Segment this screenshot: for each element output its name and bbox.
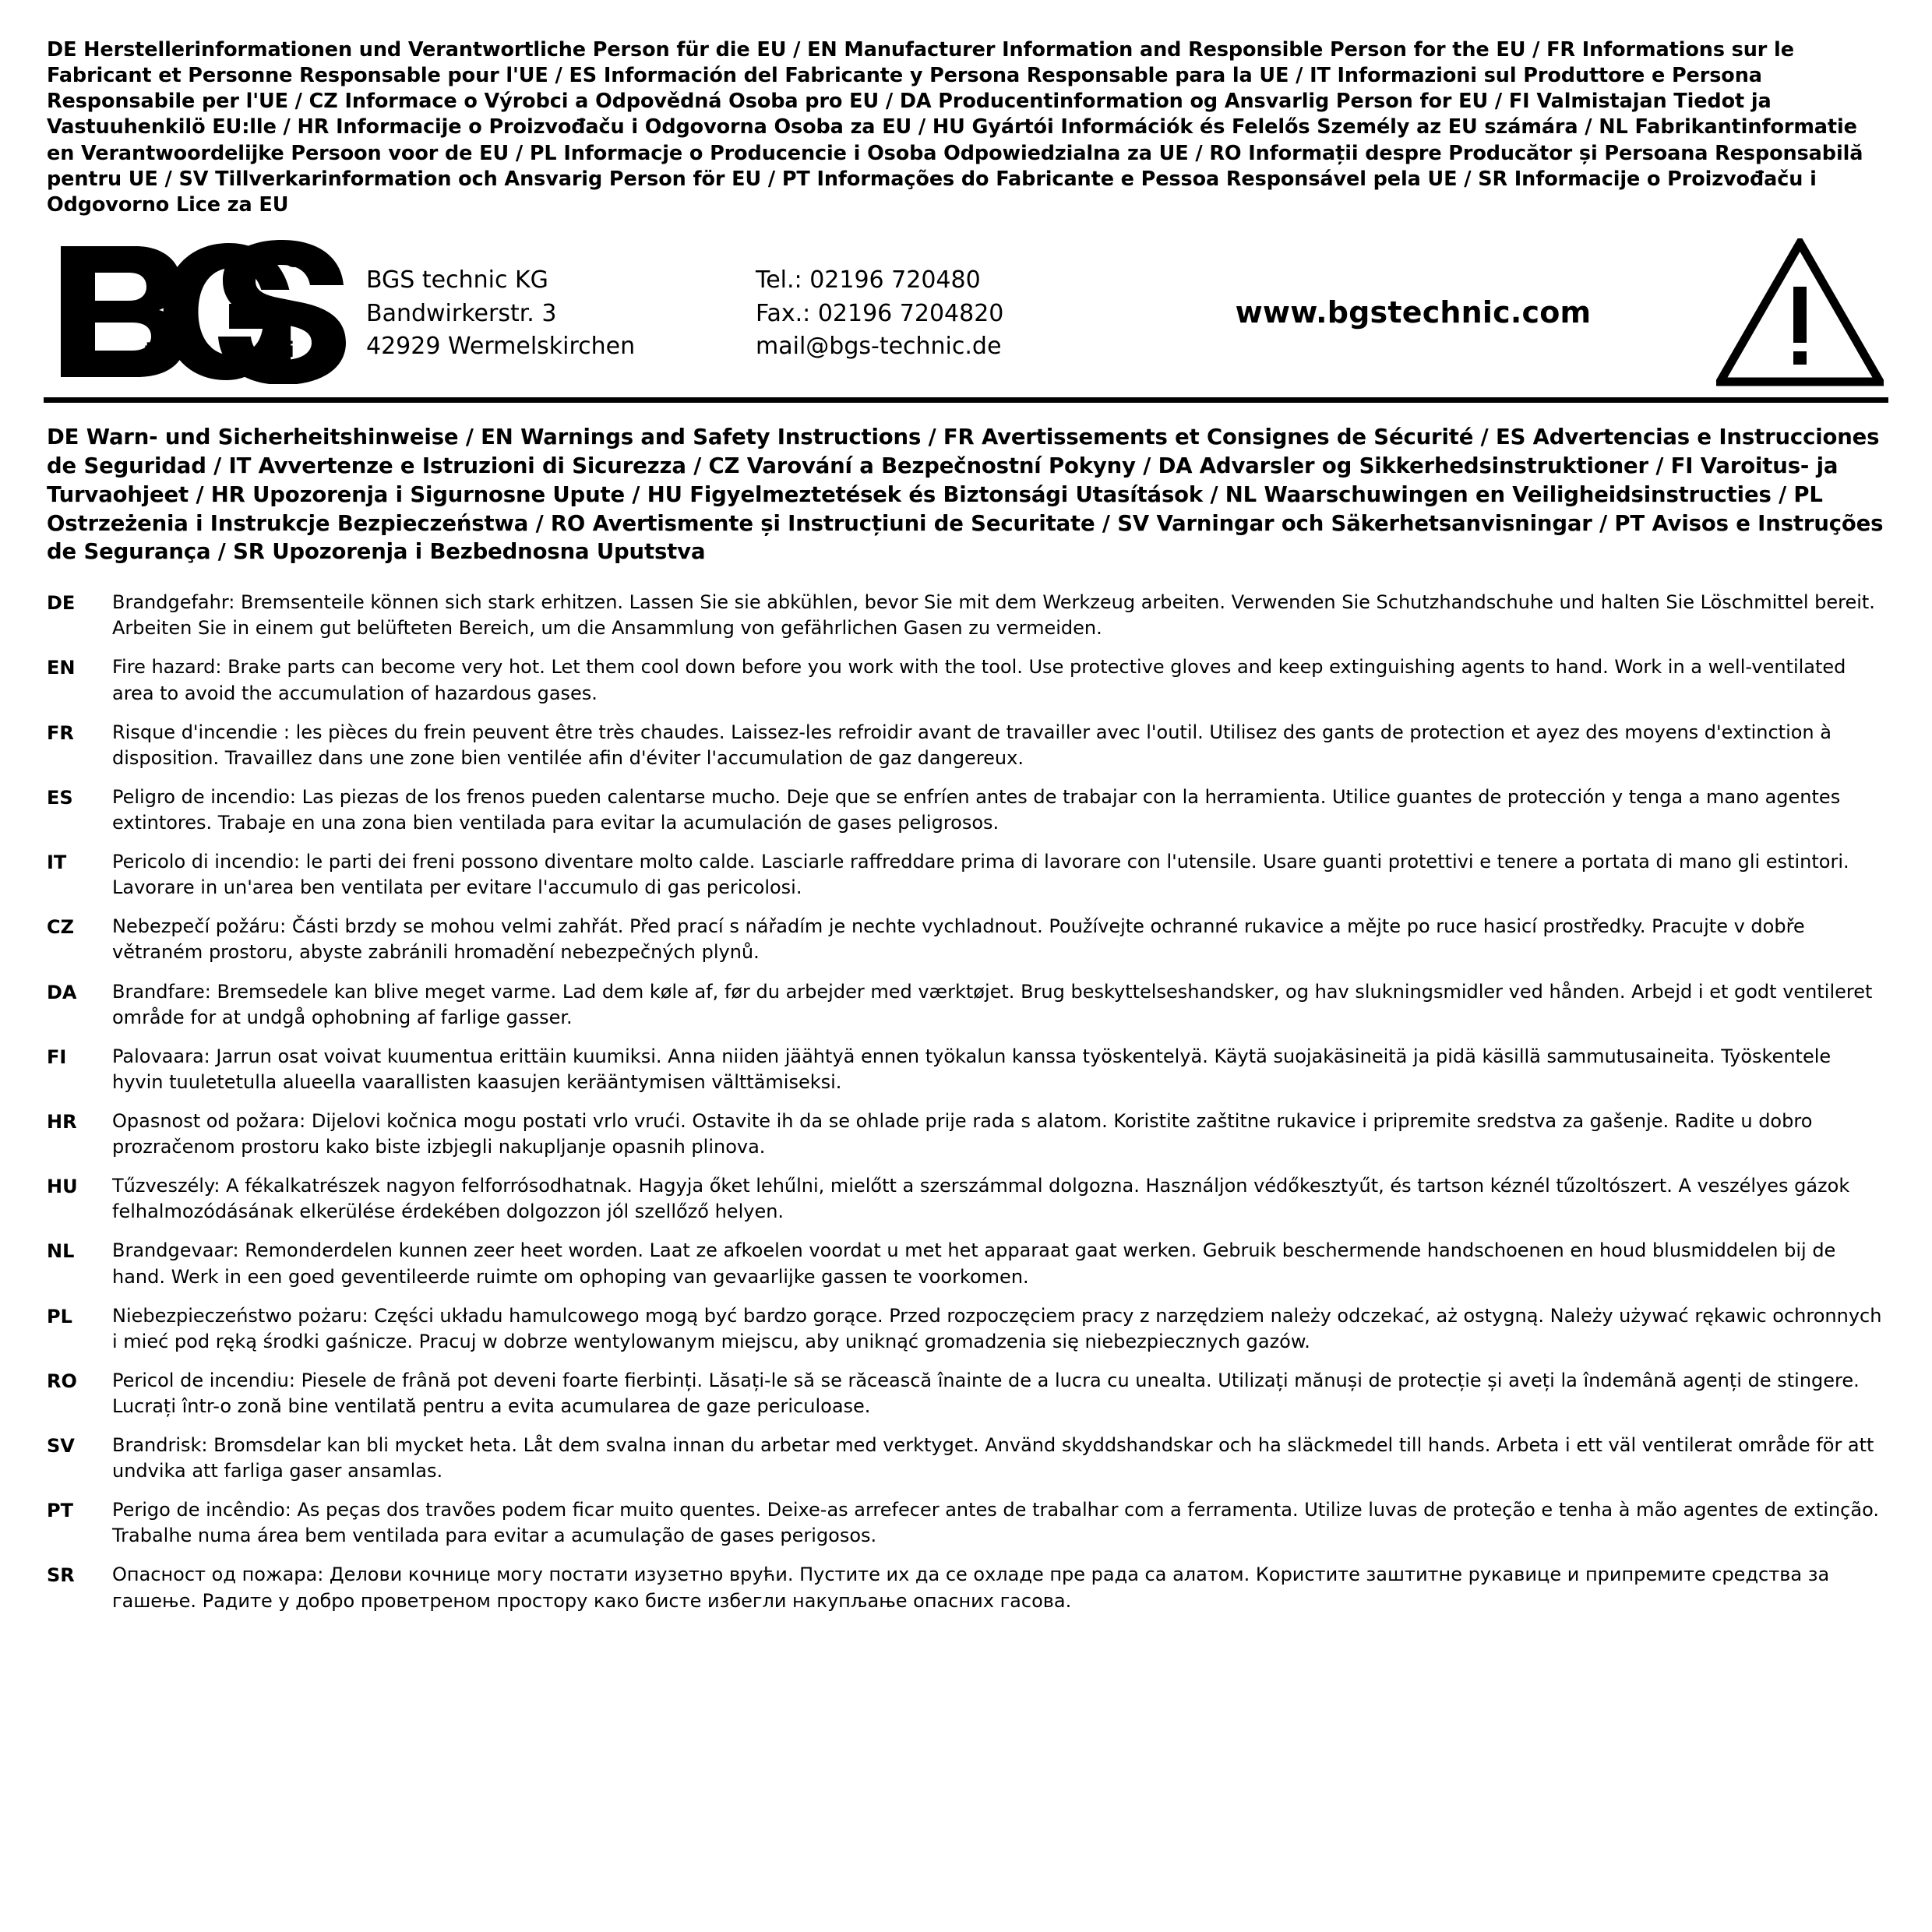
- language-code: PL: [47, 1305, 72, 1327]
- language-text: Niebezpieczeństwo pożaru: Części układu hamulcowego mogą być bardzo gorące. Przed rozpoczęciem pracy z narzędziem należy odczekać, aż ostygną. Należy używać rękawic ochronnych i mieć pod ręką środki gaśnicze. Pracuj w dobrze wentylowanym miejscu, aby uniknąć gromadzenia się niebezpiecznych gazów.: [112, 1304, 1882, 1352]
- language-text: Опасност од пожара: Делови кочнице могу постати изузетно врући. Пустите их да се охладе пре рада са алатом. Користите заштитне рукавице и припремите средства за гашење. Радите у добро проветреном простору како бисте избегли накупљање опасних гасова.: [112, 1564, 1830, 1612]
- registered-trademark-symbol: ®: [280, 243, 307, 275]
- language-text: Pericolo di incendio: le parti dei freni possono diventare molto calde. Lasciarle raffreddare prima di lavorare con l'utensile. Usare guanti protettivi e tenere a portata di mano gli estintori. Lavorare in un'area ben ventilata per evitare l'accumulo di gas pericolosi.: [112, 851, 1849, 899]
- language-text: Risque d'incendie : les pièces du frein peuvent être très chaudes. Laissez-les refroidir avant de travailler avec l'outil. Utilisez des gants de protection et ayez des moyens d'extinction à disposition. Travaillez dans une zone bien ventilée afin d'éviter l'accumulation de gaz dangereux.: [112, 721, 1832, 769]
- language-text: Pericol de incendiu: Piesele de frână pot deveni foarte fierbinți. Lăsați-le să se răcească înainte de a lucra cu unealta. Utilizați mănuși de protecție și aveți la îndemână agenți de stingere. Lucrați într-o zonă bine ventilată pentru a evita acumularea de gaze periculoase.: [112, 1369, 1860, 1417]
- bgs-logo-subtext: t e c h n i c: [145, 338, 326, 363]
- company-city: 42929 Wermelskirchen: [366, 333, 636, 361]
- language-code: DE: [47, 592, 76, 615]
- language-text: Peligro de incendio: Las piezas de los frenos pueden calentarse mucho. Deje que se enfríen antes de trabajar con la herramienta. Utilice guantes de protección y tenga a mano agentes extintores. Trabaje en una zona bien ventilada para evitar la acumulación de gases peligrosos.: [112, 785, 1841, 834]
- list-item: [47, 720, 1884, 771]
- company-address: [366, 261, 756, 364]
- language-code: CZ: [47, 916, 75, 939]
- list-item: [47, 1497, 1884, 1549]
- language-code: FR: [47, 721, 74, 744]
- list-item: [47, 654, 1884, 706]
- warning-triangle-glyph: [1716, 238, 1884, 386]
- language-text: Palovaara: Jarrun osat voivat kuumentua erittäin kuumiksi. Anna niiden jäähtyä ennen työkalun kanssa työskentelyä. Käytä suojakäsineitä ja pidä käsillä sammutusaineita. Työskentele hyvin tuuletetulla alueella vaarallisten kaasujen kerääntymisen välttämiseksi.: [112, 1045, 1832, 1093]
- list-item: [47, 1109, 1884, 1160]
- warnings-safety-heading: DE Warn- und Sicherheitshinweise / EN Warnings and Safety Instructions / FR Avertissements et Consignes de Sécurité / ES Advertencias e Instrucciones de Seguridad / IT Avvertenze e Istruzioni di Sicurezza / CZ Varování a Bezpečnostní Pokyny / DA Advarsler og Sikkerhedsinstruktioner / FI Varoitus- ja Turvaohjeet / HR Upozorenja i Sigurnosne Upute / HU Figyelmeztetések és Biztonsági Utasítások / NL Waarschuwingen en Veiligheidsinstructies / PL Ostrzeżenia i Instrukcje Bezpieczeństwa / RO Avertismente și Instrucțiuni de Securitate / SV Varningar och Säkerhetsanvisningar / PT Avisos e Instruções de Segurança / SR Upozorenja i Bezbednosna Uputstva: [47, 424, 1884, 565]
- company-street: Bandwirkerstr. 3: [366, 299, 557, 327]
- manufacturer-info-heading: DE Herstellerinformationen und Verantwortliche Person für die EU / EN Manufacturer Information and Responsible Person for the EU / FR Informations sur le Fabricant et Personne Responsable pour l'UE / ES Información del Fabricante y Persona Responsable para la UE / IT Informazioni sul Produttore e Persona Responsabile per l'UE / CZ Informace o Výrobci a Odpovědná Osoba pro EU / DA Producentinformation og Ansvarlig Person for EU / FI Valmistajan Tiedot ja Vastuuhenkilö EU:lle / HR Informacije o Proizvođaču i Odgovorna Osoba za EU / HU Gyártói Információk és Felelős Személy az EU számára / NL Fabrikantinformatie en Verantwoordelijke Persoon voor de EU / PL Informacje o Producencie i Osoba Odpowiedzialna za UE / RO Informații despre Producător și Persoana Responsabilă pentru UE / SV Tillverkarinformation och Ansvarig Person för EU / PT Informações do Fabricante e Pessoa Responsável pela UE / SR Informacije o Proizvođaču i Odgovorno Lice za EU: [47, 38, 1863, 217]
- language-code: RO: [47, 1370, 77, 1392]
- company-fax: Fax.: 02196 7204820: [756, 299, 1004, 327]
- language-code: SV: [47, 1435, 75, 1458]
- list-item: [47, 1368, 1884, 1419]
- language-code: DA: [47, 981, 77, 1003]
- language-text: Fire hazard: Brake parts can become very hot. Let them cool down before you work with the tool. Use protective gloves and keep extinguishing agents to hand. Work in a well-ventilated area to avoid the accumulation of hazardous gases.: [112, 656, 1846, 704]
- list-item: [47, 1238, 1884, 1289]
- language-text: Opasnost od požara: Dijelovi kočnica mogu postati vrlo vrući. Ostavite ih da se ohlade prije rada s alatom. Koristite zaštitne rukavice i pripremite sredstva za gašenje. Radite u dobro prozračenom prostoru kako biste izbjegli nakupljanje opasnih plinova.: [112, 1109, 1813, 1158]
- list-item: [47, 1562, 1884, 1613]
- list-item: [47, 590, 1884, 641]
- list-item: [47, 849, 1884, 901]
- language-code: HR: [47, 1110, 77, 1133]
- company-telephone: Tel.: 02196 720480: [756, 266, 981, 294]
- language-text: Brandgevaar: Remonderdelen kunnen zeer heet worden. Laat ze afkoelen voordat u met het apparaat gaat werken. Gebruik beschermende handschoenen en houd blusmiddelen bij de hand. Werk in een goed geventileerde ruimte om ophoping van gevaarlijke gassen te voorkomen.: [112, 1239, 1836, 1288]
- language-text: Nebezpečí požáru: Části brzdy se mohou velmi zahřát. Před prací s nářadím je nechte vychladnout. Používejte ochranné rukavice a mějte po ruce hasicí prostředky. Pracujte v dobře větraném prostoru, abyste zabránili hromadění nebezpečných plynů.: [112, 915, 1805, 964]
- language-text: Brandrisk: Bromsdelar kan bli mycket heta. Låt dem svalna innan du arbetar med verktyget. Använd skyddshandskar och ha släckmedel till hands. Arbeta i ett väl ventilerat område för att undvika att farliga gaser ansamlas.: [112, 1434, 1874, 1482]
- language-text: Tűzveszély: A fékalkatrészek nagyon felforrósodhatnak. Hagyja őket lehűlni, mielőtt a szerszámmal dolgozna. Használjon védőkesztyűt, és tartson kéznél tűzoltószert. A veszélyes gázok felhalmozódásának elkerülése érdekében dolgozzon jól szellőző helyen.: [112, 1175, 1850, 1223]
- warning-language-list: [44, 590, 1888, 1614]
- language-code: FI: [47, 1045, 67, 1068]
- language-code: NL: [47, 1240, 75, 1263]
- list-item: [47, 784, 1884, 836]
- list-item: [47, 1303, 1884, 1355]
- language-text: Brandgefahr: Bremsenteile können sich stark erhitzen. Lassen Sie sie abkühlen, bevor Sie mit dem Werkzeug arbeiten. Verwenden Sie Schutzhandschuhe und halten Sie Löschmittel bereit. Arbeiten Sie in einem gut belüfteten Bereich, um die Ansammlung von gefährlichen Gasen zu vermeiden.: [112, 591, 1875, 640]
- language-code: HU: [47, 1176, 78, 1198]
- list-item: [47, 979, 1884, 1031]
- list-item: [47, 1044, 1884, 1095]
- company-contact: [756, 261, 1137, 364]
- language-text: Perigo de incêndio: As peças dos travões podem ficar muito quentes. Deixe-as arrefecer antes de trabalhar com a ferramenta. Utilize luvas de proteção e tenha à mão agentes de extinção. Trabalhe numa área bem ventilada para evitar a acumulação de gases perigosos.: [112, 1499, 1879, 1547]
- language-code: EN: [47, 657, 76, 679]
- company-email[interactable]: mail@bgs-technic.de: [756, 333, 1002, 361]
- company-website[interactable]: www.bgstechnic.com: [1235, 294, 1592, 330]
- list-item: [47, 1433, 1884, 1484]
- list-item: [47, 1173, 1884, 1225]
- language-code: PT: [47, 1500, 73, 1522]
- language-code: SR: [47, 1564, 75, 1587]
- bgs-logo: [47, 240, 366, 384]
- company-info-band: [44, 232, 1888, 403]
- list-item: [47, 914, 1884, 965]
- company-name: BGS technic KG: [366, 266, 548, 294]
- bgs-logo-icon: [55, 240, 358, 384]
- language-code: IT: [47, 851, 67, 874]
- warning-triangle-icon: [1705, 238, 1884, 386]
- language-code: ES: [47, 786, 73, 809]
- language-text: Brandfare: Bremsedele kan blive meget varme. Lad dem køle af, før du arbejder med værktøjet. Brug beskyttelseshandsker, og hav slukningsmidler ved hånden. Arbejd i et godt ventileret område for at undgå ophobning af farlige gasser.: [112, 980, 1873, 1028]
